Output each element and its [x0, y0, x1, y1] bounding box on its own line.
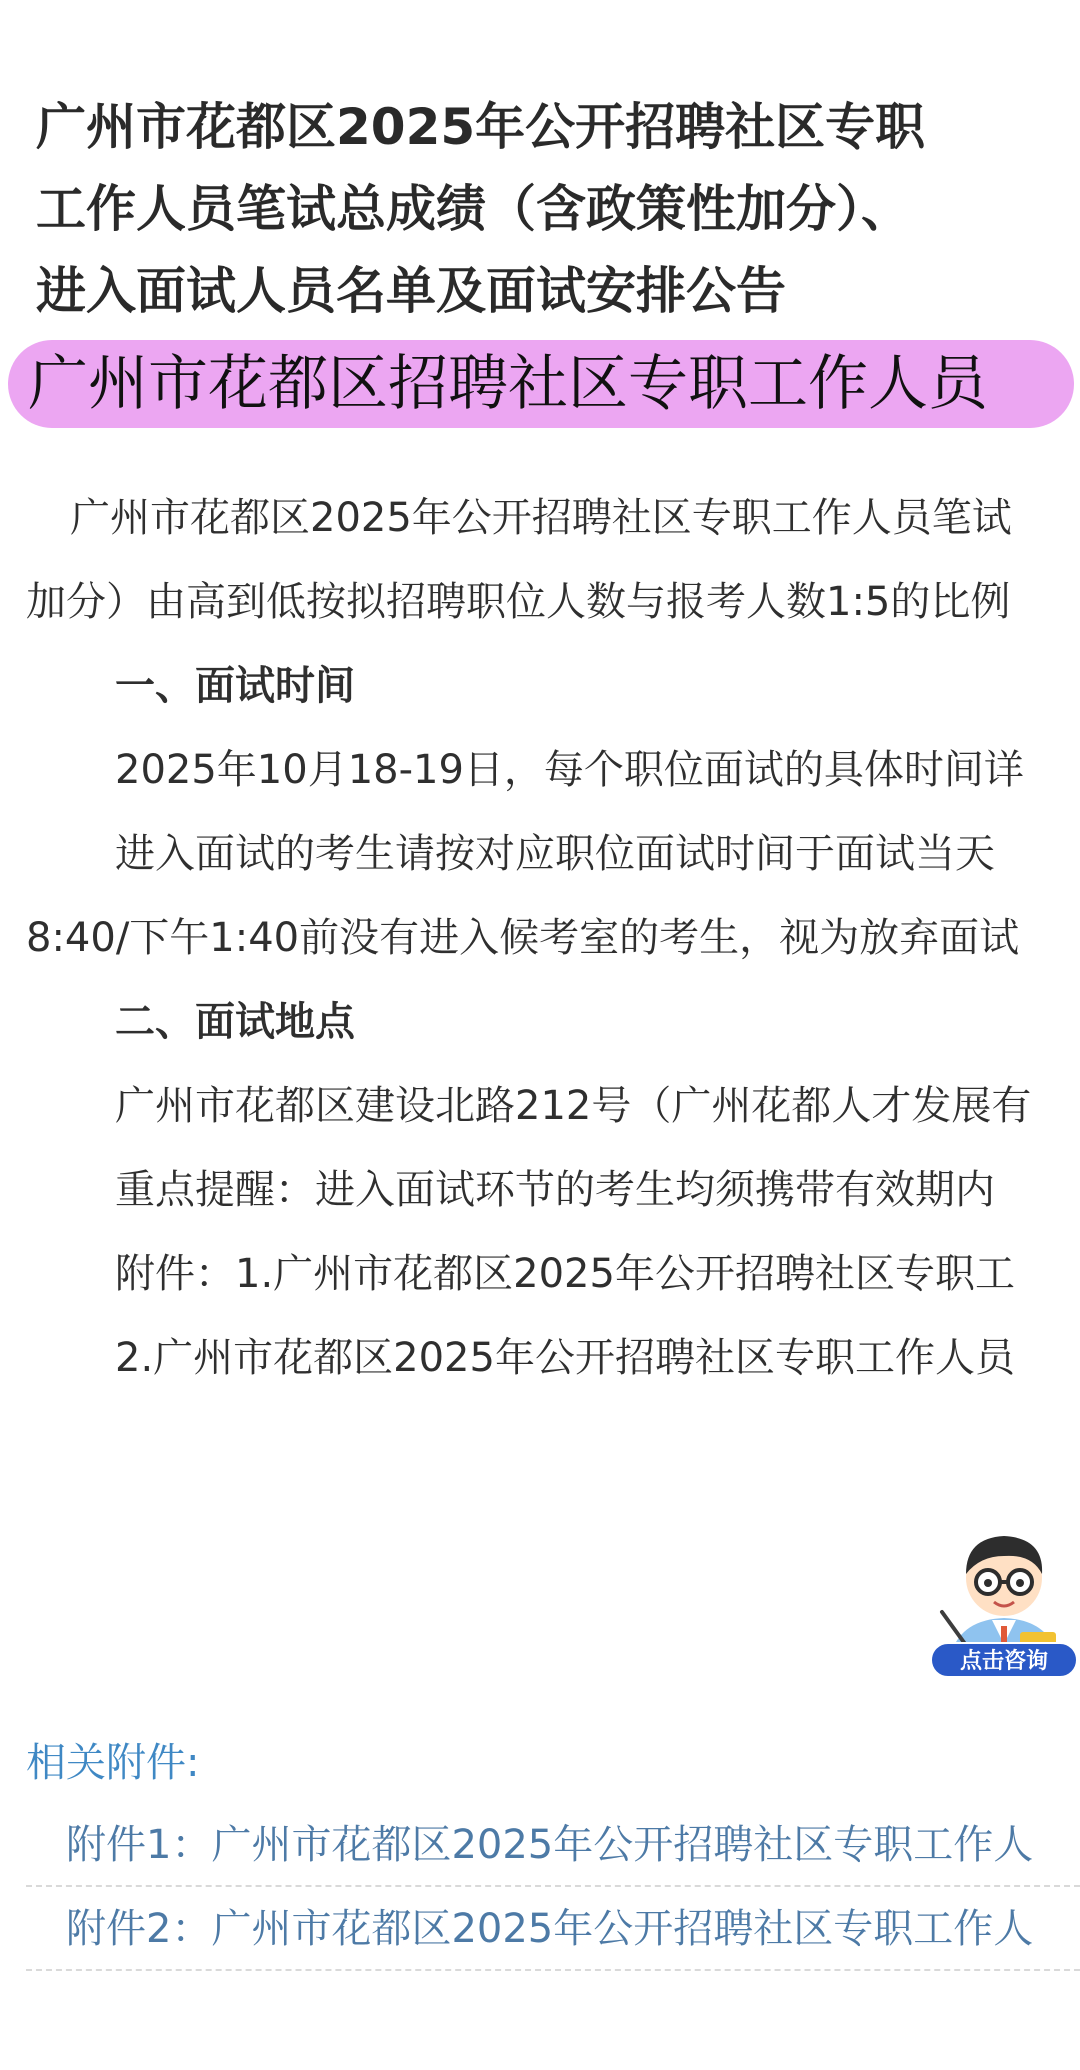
paragraph-attachment-2: 2.广州市花都区2025年公开招聘社区专职工作人员 — [115, 1335, 1015, 1381]
section-heading-interview-location: 二、面试地点 — [115, 999, 355, 1045]
consult-label: 点击咨询 — [930, 1642, 1078, 1678]
title-line-1: 广州市花都区2025年公开招聘社区专职 — [36, 98, 926, 156]
paragraph-attachment-1: 附件：1.广州市花都区2025年公开招聘社区专职工 — [115, 1251, 1015, 1297]
consult-button[interactable] — [928, 1520, 1080, 1680]
title-line-2: 工作人员笔试总成绩（含政策性加分）、 — [36, 180, 911, 238]
attachment-link-2-label: 附件2：广州市花都区2025年公开招聘社区专职工作人 — [66, 1906, 1034, 1952]
title-line-3: 进入面试人员名单及面试安排公告 — [36, 262, 786, 320]
paragraph-intro-line-2: 加分）由高到低按拟招聘职位人数与报考人数1:5的比例 — [26, 579, 1011, 625]
attachments-heading: 相关附件: — [26, 1740, 200, 1786]
paragraph-time-line-1: 2025年10月18-19日，每个职位面试的具体时间详 — [115, 747, 1024, 793]
attachment-link-1-label: 附件1：广州市花都区2025年公开招聘社区专职工作人 — [66, 1822, 1034, 1868]
attachment-link-2[interactable] — [26, 1887, 1080, 1971]
paragraph-intro-line-1: 广州市花都区2025年公开招聘社区专职工作人员笔试 — [70, 495, 1012, 541]
attachment-link-1[interactable] — [26, 1803, 1080, 1887]
paragraph-time-line-3: 8:40/下午1:40前没有进入候考室的考生，视为放弃面试 — [26, 915, 1020, 961]
section-heading-interview-time: 一、面试时间 — [115, 663, 355, 709]
highlight-banner: 广州市花都区招聘社区专职工作人员 — [8, 340, 1074, 428]
paragraph-time-line-2: 进入面试的考生请按对应职位面试时间于面试当天 — [115, 831, 995, 877]
paragraph-location: 广州市花都区建设北路212号（广州花都人才发展有 — [115, 1083, 1032, 1129]
page-title — [36, 86, 1046, 332]
paragraph-reminder: 重点提醒：进入面试环节的考生均须携带有效期内 — [115, 1167, 995, 1213]
